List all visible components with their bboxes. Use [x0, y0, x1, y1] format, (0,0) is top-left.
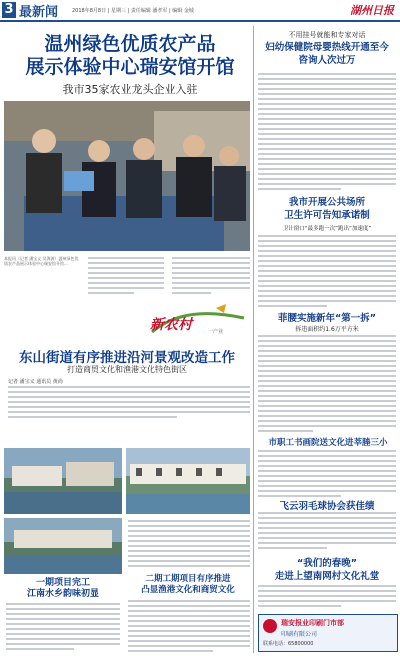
street-story-byline: 记者 潘宝义 通讯员 黄尚 [8, 379, 63, 385]
right-story-1-title-line2: 咨询人次过万 [298, 55, 356, 66]
sub-story-1-title [4, 578, 122, 600]
right-story-6-title [257, 557, 397, 583]
right-story-3-body [258, 335, 396, 435]
right-story-5-body [258, 512, 396, 552]
street-story-subtitle: 打造商贸文化和渔港文化特色街区 [67, 365, 187, 374]
right-story-3-title: 菲腰实施新年“第一拆” [278, 313, 376, 324]
right-story-2-title [257, 196, 397, 222]
lead-title-line1: 温州绿色优质农产品 [44, 33, 216, 55]
lead-body-column [172, 257, 250, 297]
right-story-4-title: 市职工书画院送文化进莘塍三小 [268, 438, 388, 448]
lead-body-column: 本报讯（记者 潘宝义 吴海波）温州绿色优质农产品展示体验中心瑞安馆开馆... [4, 256, 79, 266]
ad-line1: 瑞安报业印刷门市部 [281, 619, 344, 627]
right-story-2-body [258, 235, 396, 310]
lead-body-column [88, 257, 164, 297]
sub-story-2-body [128, 600, 250, 655]
right-story-1-body [258, 73, 396, 193]
sub-story-1-title-line2: 江南水乡韵味初显 [26, 589, 99, 599]
lead-title-line2: 展示体验中心瑞安馆开馆 [25, 56, 235, 78]
right-story-6-body [258, 585, 396, 610]
right-story-1-kicker: 不用挂号就能和专家对话 [288, 31, 366, 39]
issue-meta: 2018年8月8日 | 星期三 | 责任编辑 潘孝军 | 编辑 金城 [72, 8, 194, 14]
lead-photo [4, 101, 250, 251]
ad-line2: 印刷有限公司 [281, 631, 318, 638]
sub-story-2-title [126, 574, 250, 596]
right-story-2-subtitle: 卫计窗口“最多跑一次”跑出“加速度” [282, 226, 372, 232]
logo-subtext: 一产业 [208, 329, 224, 335]
logo-text: 新农村 [150, 317, 192, 333]
right-story-2-title-line2: 卫生许可告知承诺制 [284, 210, 370, 221]
ad-phone: 联系电话：65800000 [263, 641, 314, 647]
right-story-2-title-line1: 我市开展公共场所 [288, 197, 365, 208]
page-number: 3 [2, 2, 16, 18]
sub-story-2-title-line2: 凸显渔港文化和商贸文化 [141, 585, 235, 595]
street-photo-1 [4, 448, 122, 514]
page-header [0, 0, 400, 22]
lead-title [10, 33, 250, 79]
street-photo-3 [4, 518, 122, 574]
print-shop-ad [258, 614, 398, 652]
section-title: 最新闻 [19, 5, 59, 20]
lead-subtitle: 我市35家农业龙头企业入驻 [62, 83, 198, 96]
sub-story-1-title-line1: 一期项目完工 [35, 578, 90, 588]
right-story-1-title-line1: 妇幼保健院母婴热线开通至今 [265, 42, 389, 53]
street-story-body-continued [128, 520, 250, 570]
sub-story-2-title-line1: 二期工期项目有序推进 [145, 574, 231, 584]
right-story-4-body [258, 450, 396, 500]
ad-logo-icon [263, 619, 277, 633]
column-divider [253, 26, 254, 653]
right-story-1-title [257, 41, 397, 67]
newspaper-logo: 湖州日报 [350, 4, 394, 17]
right-story-6-title-line1: “我们的春晚” [297, 558, 357, 569]
street-photo-2 [126, 448, 250, 514]
lead-body [4, 256, 250, 302]
sub-story-1-body [6, 603, 120, 653]
new-village-logo [146, 302, 250, 342]
right-story-6-title-line2: 走进上望南网村文化礼堂 [274, 571, 380, 582]
street-story-title: 东山街道有序推进沿河景观改造工作 [19, 350, 235, 366]
right-story-3-subtitle: 拆违面积约1.6万平方米 [295, 326, 359, 333]
right-story-5-title: 飞云羽毛球协会获佳绩 [279, 501, 375, 512]
street-story-body [8, 386, 250, 421]
